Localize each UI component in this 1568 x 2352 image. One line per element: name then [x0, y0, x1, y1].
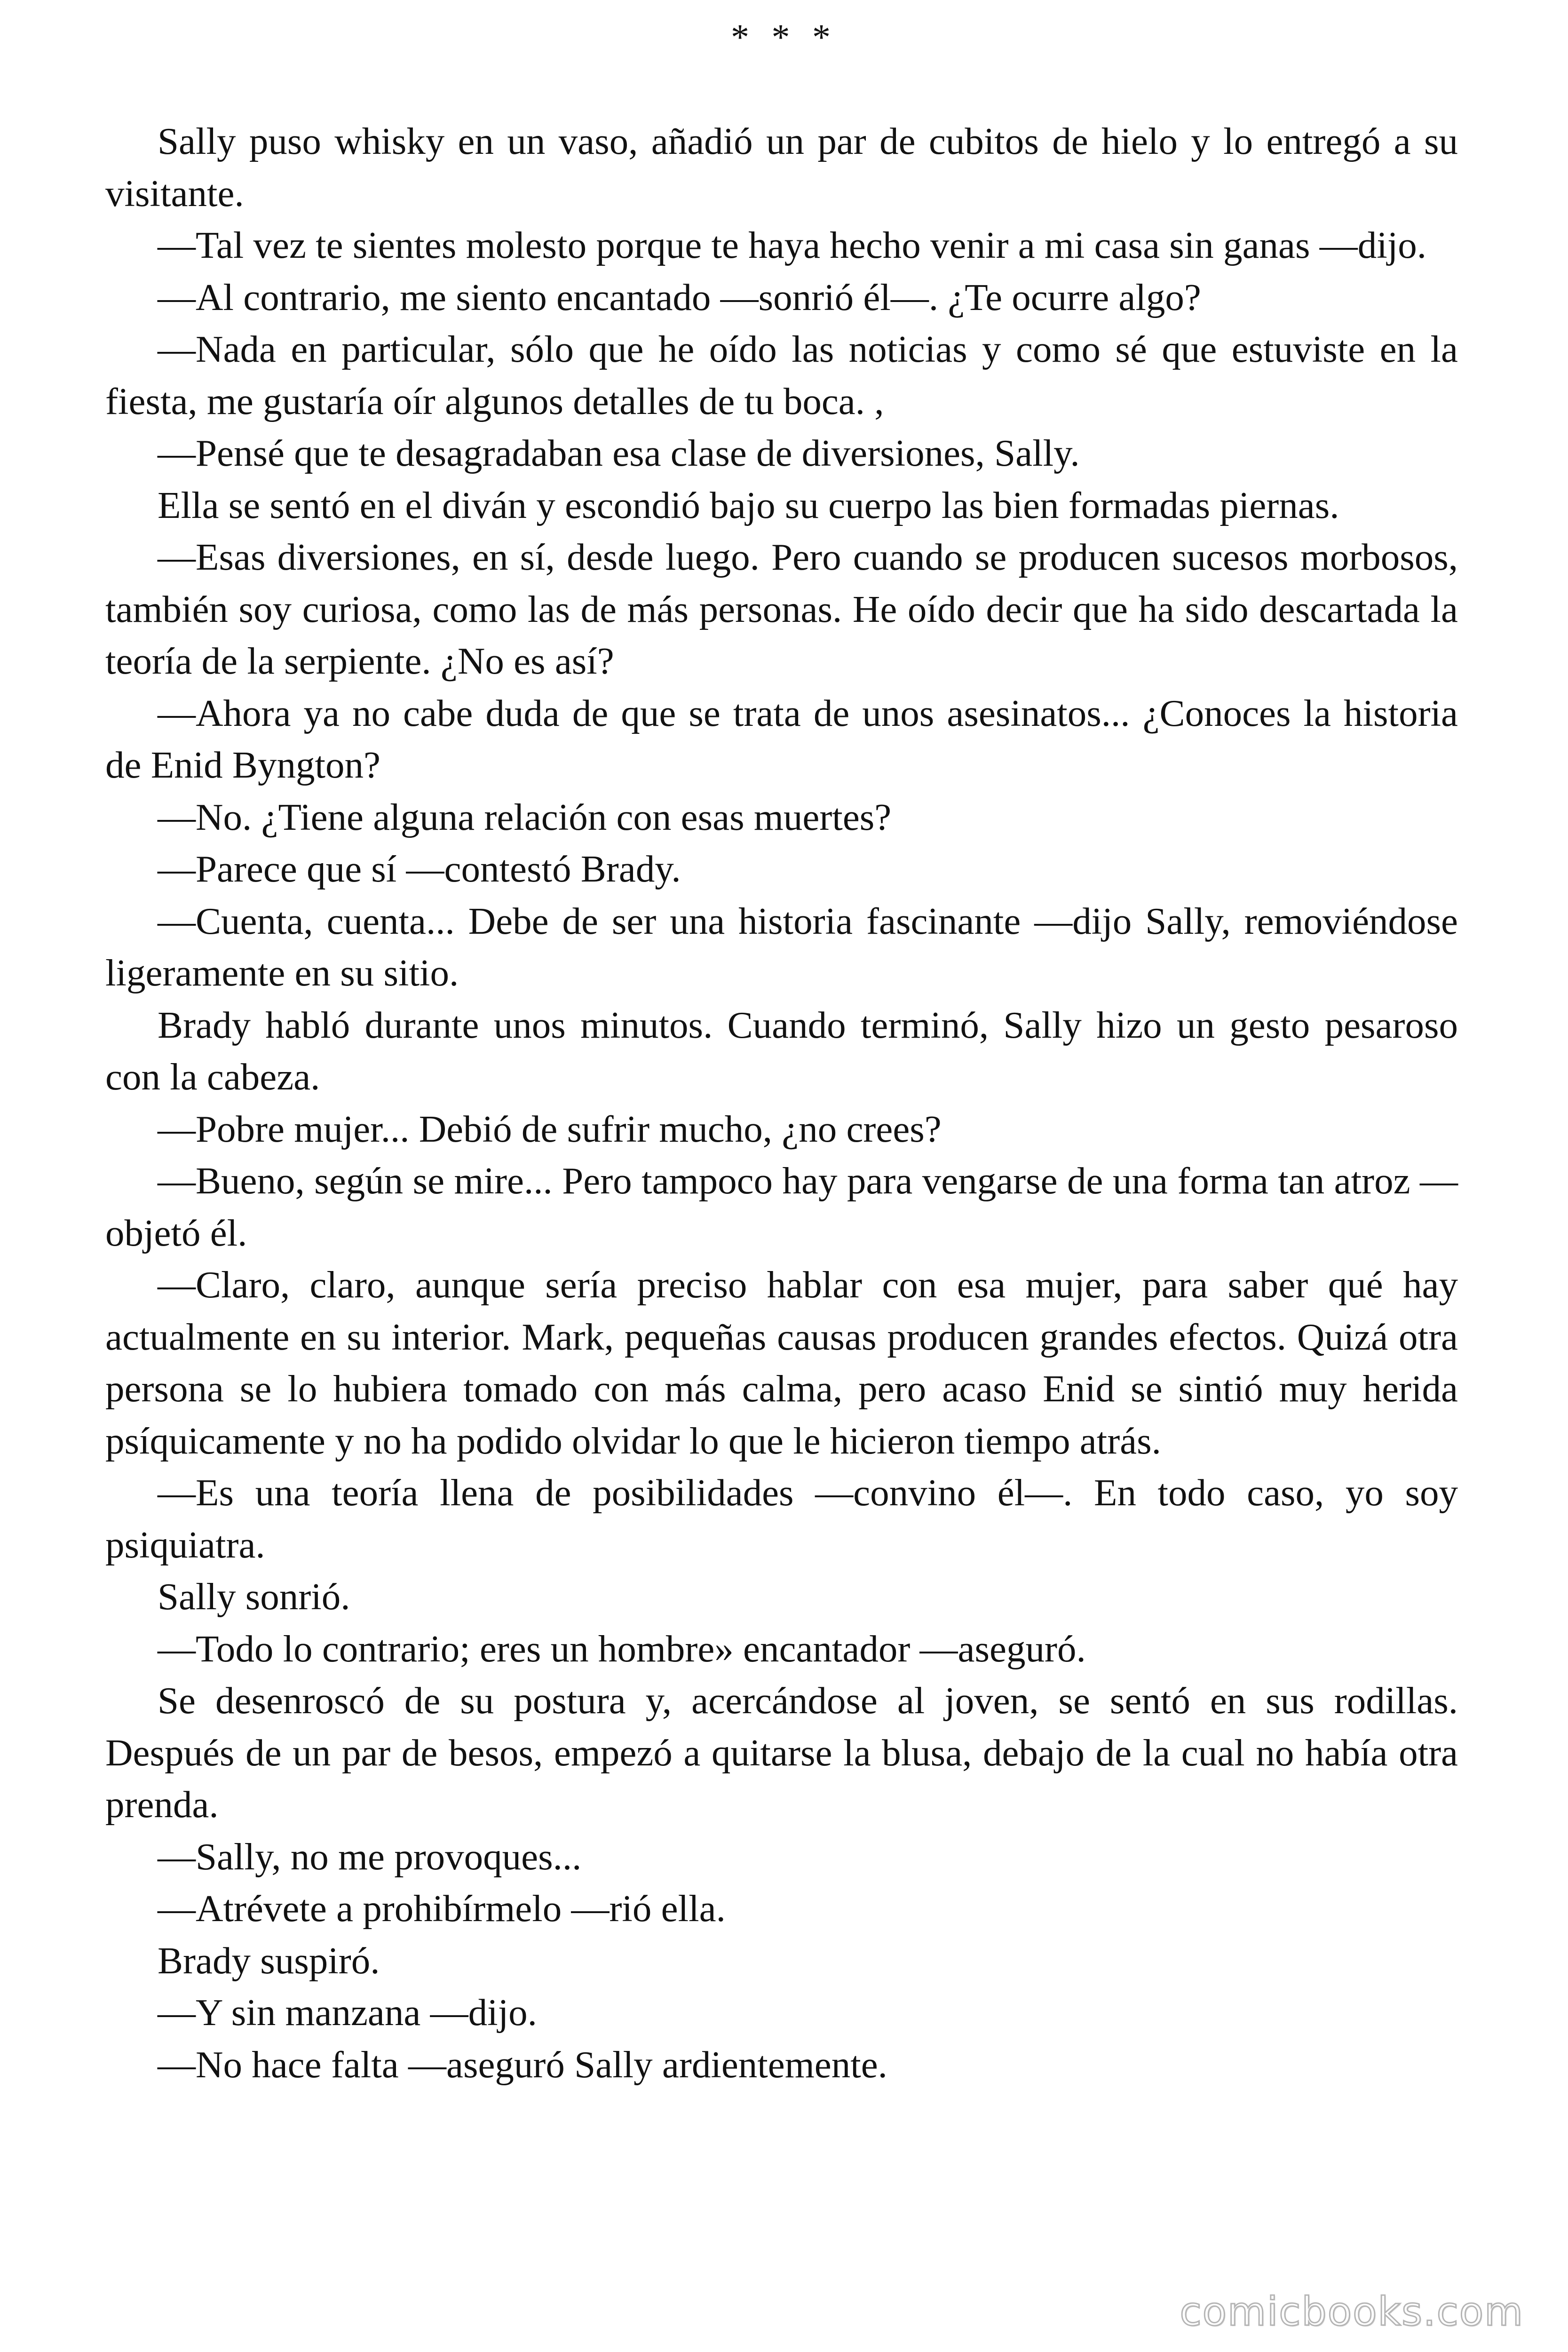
paragraph: Se desenroscó de su postura y, acercándose al joven, se sentó en sus rodillas. Después de un par de besos, empezó a quitarse la blusa, debajo de la cual no había otra prenda.	[105, 1679, 1458, 1826]
paragraph: —Es una teoría llena de posibilidades —convino él—. En todo caso, yo soy psiquiatra.	[105, 1471, 1458, 1566]
section-separator: * * *	[731, 16, 837, 57]
paragraph: Brady suspiró.	[158, 1939, 380, 1982]
paragraph: —Tal vez te sientes molesto porque te haya hecho venir a mi casa sin ganas —dijo.	[158, 224, 1426, 266]
paragraph: —Pobre mujer... Debió de sufrir mucho, ¿no crees?	[158, 1107, 942, 1150]
paragraph: —No. ¿Tiene alguna relación con esas muertes?	[158, 795, 892, 838]
page-body-text	[105, 115, 1458, 2090]
paragraph: —Y sin manzana —dijo.	[158, 1991, 537, 2034]
paragraph: —Nada en particular, sólo que he oído las noticias y como sé que estuviste en la fiesta, me gustaría oír algunos detalles de tu boca. ,	[105, 328, 1458, 422]
paragraph: —Todo lo contrario; eres un hombre» encantador —aseguró.	[158, 1627, 1086, 1670]
paragraph: —Bueno, según se mire... Pero tampoco hay para vengarse de una forma tan atroz —objetó él.	[105, 1160, 1458, 1254]
paragraph: —Cuenta, cuenta... Debe de ser una historia fascinante —dijo Sally, removiéndose ligeramente en su sitio.	[105, 899, 1458, 994]
paragraph: Brady habló durante unos minutos. Cuando terminó, Sally hizo un gesto pesaroso con la cabeza.	[105, 1003, 1458, 1098]
paragraph: Sally sonrió.	[158, 1575, 350, 1618]
paragraph: —Al contrario, me siento encantado —sonrió él—. ¿Te ocurre algo?	[158, 276, 1201, 318]
paragraph: —Esas diversiones, en sí, desde luego. Pero cuando se producen sucesos morbosos, también soy curiosa, como las de más personas. He oído decir que ha sido descartada la teoría de la serpiente. ¿No es así?	[105, 536, 1458, 682]
paragraph: —Sally, no me provoques...	[158, 1835, 582, 1878]
paragraph: —Atrévete a prohibírmelo —rió ella.	[158, 1887, 726, 1930]
paragraph: —Pensé que te desagradaban esa clase de diversiones, Sally.	[158, 432, 1080, 474]
site-watermark: comicbooks.com	[1180, 2288, 1524, 2335]
paragraph: —Ahora ya no cabe duda de que se trata de unos asesinatos... ¿Conoces la historia de Enid Byngton?	[105, 691, 1458, 786]
paragraph: —Parece que sí —contestó Brady.	[158, 848, 681, 890]
paragraph: —Claro, claro, aunque sería preciso hablar con esa mujer, para saber qué hay actualmente en su interior. Mark, pequeñas causas producen grandes efectos. Quizá otra persona se lo hubiera tomado con más calma, pero acaso Enid se sintió muy herida psíquicamente y no ha podido olvidar lo que le hicieron tiempo atrás.	[105, 1263, 1458, 1462]
paragraph: Sally puso whisky en un vaso, añadió un par de cubitos de hielo y lo entregó a su visitante.	[105, 120, 1458, 215]
paragraph: —No hace falta —aseguró Sally ardientemente.	[158, 2043, 887, 2086]
paragraph: Ella se sentó en el diván y escondió bajo su cuerpo las bien formadas piernas.	[158, 484, 1339, 526]
